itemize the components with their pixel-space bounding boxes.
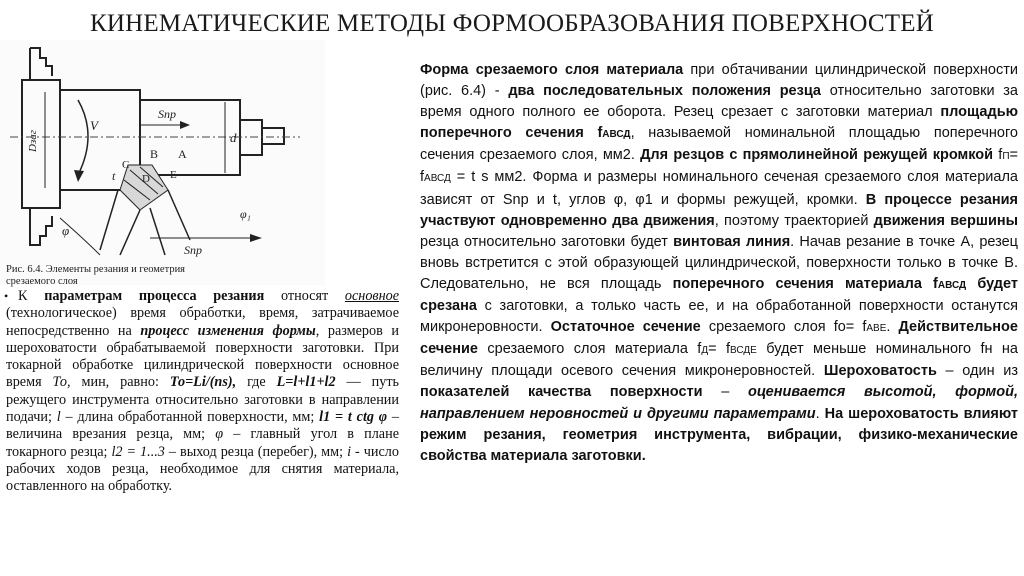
lt-p1: К bbox=[18, 288, 28, 304]
label-v: V bbox=[90, 118, 98, 133]
label-a: A bbox=[178, 147, 187, 161]
rt-r11: В процессе резания участвуют одновременно два движения bbox=[420, 191, 1018, 229]
chuck-jaw-top bbox=[30, 48, 52, 76]
lt-p13: — путь режущего инструмента относительно заготовки в направлении подачи; bbox=[6, 374, 400, 426]
rt-r27: Шероховатость bbox=[823, 363, 937, 380]
rt-r14: резца относительно заготовки будет bbox=[420, 233, 674, 250]
label-e: E bbox=[170, 169, 177, 181]
rt-r13: движения вершины bbox=[873, 212, 1018, 229]
rt-r8s: П bbox=[1002, 151, 1010, 163]
rt-r24s: Д bbox=[701, 345, 709, 357]
slide-title: КИНЕМАТИЧЕСКИЕ МЕТОДЫ ФОРМООБРАЗОВАНИЯ ПОВЕРХНОСТЕЙ bbox=[89, 10, 934, 37]
lt-p2: параметрам процесса резания bbox=[44, 288, 265, 304]
feed-top-arrowhead bbox=[180, 121, 190, 129]
rt-r17s: АВСД bbox=[937, 279, 967, 291]
rt-r20: Остаточное сечение bbox=[550, 319, 701, 336]
rt-r30: – bbox=[702, 384, 748, 401]
lt-p23: - число рабочих ходов резца, необходимое для снятия материала, оставленного на обработку. bbox=[6, 443, 399, 495]
rt-r9s: АВСД bbox=[424, 173, 451, 185]
tool-1-edge-b bbox=[120, 210, 140, 255]
label-d: d bbox=[230, 130, 237, 145]
lt-p12: L=l+l1+l2 bbox=[276, 374, 336, 391]
cutting-diagram-drawing bbox=[0, 40, 325, 260]
label-snp-top: Snp bbox=[158, 107, 176, 121]
rt-r16: . Начав резание в точке А, резец вновь встретится с этой образующей цилиндрической, поверхности только в точке В. Следовательно, не вся площадь bbox=[420, 233, 1018, 292]
lt-p15: – длина обработанной поверхности, мм; bbox=[60, 409, 320, 426]
rt-r21: срезаемого слоя fо= f bbox=[700, 319, 867, 336]
rt-r31: оценивается высотой, формой, направлением неровностей и другими параметрами bbox=[420, 384, 1018, 422]
lt-p17: – величина врезания резца, мм; bbox=[6, 409, 400, 443]
lt-p21: – выход резца (перебег), мм; bbox=[164, 443, 348, 460]
rt-r3: два последовательных положения резца bbox=[508, 83, 821, 100]
lt-p18: φ bbox=[215, 426, 224, 443]
rt-r5s: АВСД bbox=[602, 129, 631, 141]
rt-r9: = f bbox=[420, 147, 1018, 186]
feed-bottom-arrowhead bbox=[250, 234, 262, 242]
chuck-jaw-bottom bbox=[30, 208, 52, 245]
lt-p14: l bbox=[56, 409, 61, 426]
rt-r33: На шероховатость влияют режим резания, геометрия инструмента, вибрации, физико-механические свойства материала заготовки. bbox=[420, 405, 1018, 464]
rt-r25: = f bbox=[708, 341, 731, 358]
lt-p22: i bbox=[347, 443, 352, 460]
lt-p9: , мин, равно: bbox=[67, 374, 170, 391]
rt-r29: показателей качества поверхности bbox=[420, 384, 703, 401]
lt-p11: где bbox=[236, 374, 277, 391]
rt-r2: при обтачивании цилиндрической поверхности (рис. 6.4) - bbox=[420, 62, 1018, 100]
lt-p3: относят bbox=[264, 288, 345, 304]
lt-p10: То=Li/(ns), bbox=[169, 374, 237, 391]
rt-r32: . bbox=[815, 405, 825, 422]
tool-1-edge-a bbox=[100, 190, 118, 250]
rt-r18: будет срезана bbox=[420, 275, 1018, 315]
left-paragraph bbox=[6, 288, 399, 496]
label-snp-bottom: Snp bbox=[184, 243, 202, 257]
rt-r26: будет меньше номинального fн на величину площади осевого сечения микронеровностей. bbox=[420, 341, 1018, 380]
rt-r1: Форма срезаемого слоя материала bbox=[420, 62, 684, 78]
right-text-block bbox=[420, 60, 1018, 467]
rt-r10: = t s мм2. Форма и размеры номинального сеченая срезаемого слоя материала зависят от Snp и t, углов φ, φ1 и формы режущей, кромки. bbox=[420, 169, 1018, 208]
lt-p8: То bbox=[52, 374, 68, 391]
rt-r8: f bbox=[993, 147, 1003, 164]
rt-r15: винтовая линия bbox=[673, 233, 791, 250]
rt-r24: срезаемого слоя материала f bbox=[478, 341, 702, 358]
tool-2-edge-a bbox=[168, 190, 190, 240]
rt-r7: Для резцов с прямолинейной режущей кромкой bbox=[640, 147, 994, 164]
lt-p20: l2 = 1...3 bbox=[111, 443, 165, 460]
rt-r12: , поэтому траекторией bbox=[714, 212, 874, 229]
label-phi: φ bbox=[62, 223, 70, 238]
label-b: B bbox=[150, 147, 159, 161]
rt-r19: с заготовки, а только часть ее, и на обработанной поверхности останутся микронеровности. bbox=[420, 298, 1018, 336]
lt-p6: процесс изменения формы bbox=[140, 322, 316, 339]
rt-r21s: АВЕ bbox=[866, 323, 887, 335]
lt-p4: основное bbox=[344, 288, 400, 304]
rt-r5: площадью поперечного сечения f bbox=[420, 104, 1018, 142]
rt-r25s: ВСДЕ bbox=[730, 345, 757, 357]
workpiece-stub bbox=[262, 128, 284, 144]
label-phi1: φ₁ bbox=[240, 207, 251, 221]
rt-r22: . bbox=[886, 319, 899, 336]
rt-r17: поперечного сечения материала f bbox=[672, 275, 938, 292]
figure-caption bbox=[6, 264, 324, 288]
bullet-icon: • bbox=[4, 289, 9, 303]
lt-p7: , размеров и шероховатости обрабатываемой поверхности заготовки. При токарной обработке цилиндрической поверхности основное время bbox=[6, 322, 399, 391]
cutting-diagram-figure bbox=[0, 40, 325, 285]
label-c: C bbox=[122, 159, 130, 171]
rt-r23: Действительное сечение bbox=[420, 319, 1018, 358]
left-text-block bbox=[6, 288, 399, 496]
right-paragraph bbox=[420, 60, 1018, 467]
lt-p5: (технологическое) время обработки, время, затрачиваемое непосредственно на bbox=[6, 305, 399, 339]
rt-r28: – один из bbox=[936, 363, 1018, 380]
tool-2-edge-b bbox=[150, 208, 165, 255]
label-t: t bbox=[112, 169, 116, 183]
label-d-point: D bbox=[142, 173, 150, 185]
label-dzag: Dзаг bbox=[27, 129, 39, 152]
rotation-arrowhead bbox=[74, 170, 84, 182]
figure-caption-line-1: Рис. 6.4. Элементы резания и геометрия bbox=[6, 264, 186, 275]
lt-p19: – главный угол в плане токарного резца; bbox=[6, 426, 399, 460]
rt-r4: относительно заготовки за время одного полного ее оборота. Резец срезает с заготовки материал bbox=[420, 83, 1019, 121]
chip-cross-section bbox=[120, 165, 168, 210]
rt-r6: , называемой номинальной площадью поперечного сечения срезаемого слоя, мм2. bbox=[420, 125, 1018, 164]
figure-caption-line-2: срезаемого слоя bbox=[6, 276, 78, 287]
lt-p16: l1 = t ctg φ bbox=[319, 409, 388, 426]
